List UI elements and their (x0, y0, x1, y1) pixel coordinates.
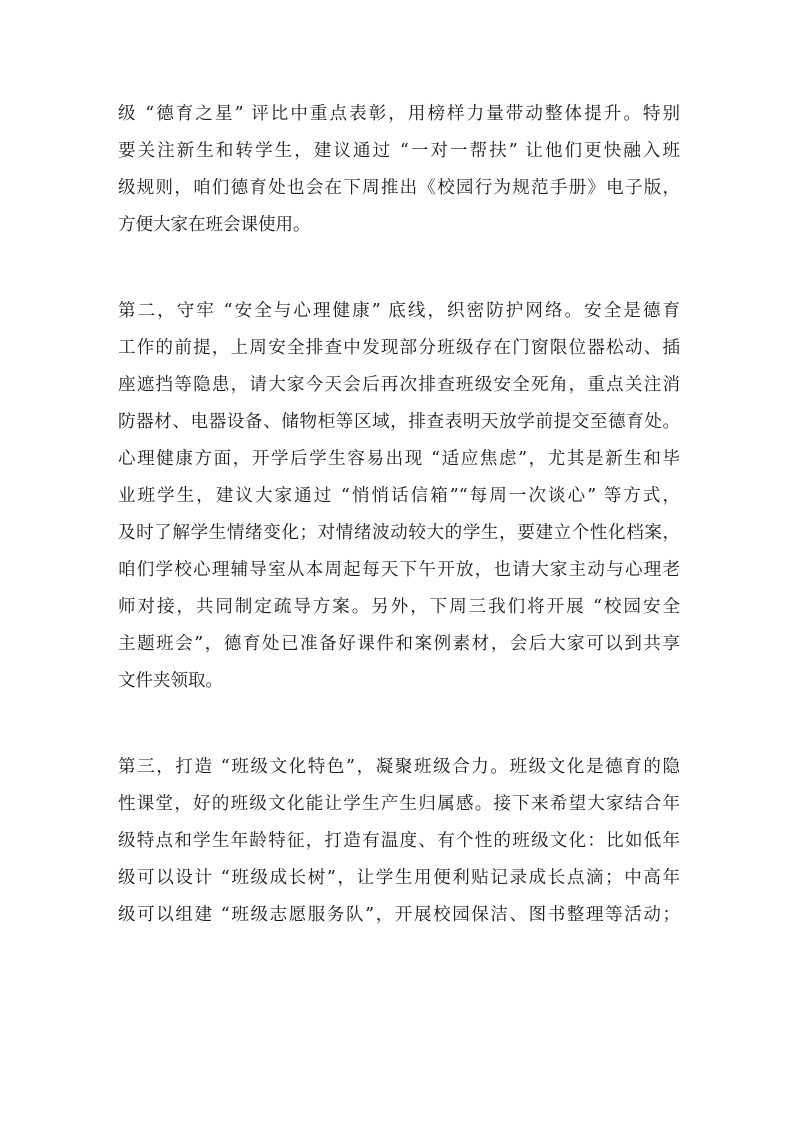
text-line: 业班学生，建议大家通过 “悄悄话信箱”“每周一次谈心” 等方式， (118, 486, 680, 506)
text-line: 级可以设计 “班级成长树”，让学生用便利贴记录成长点滴；中高年 (118, 868, 680, 888)
paragraph-1 (118, 96, 680, 244)
text-line: 及时了解学生情绪变化；对情绪波动较大的学生，要建立个性化档案， (118, 523, 680, 543)
text-line: 第三，打造 “班级文化特色”，凝聚班级合力。班级文化是德育的隐 (118, 757, 680, 777)
document-body (118, 96, 680, 934)
text-line: 咱们学校心理辅导室从本周起每天下午开放，也请大家主动与心理老 (118, 560, 680, 580)
text-line: 心理健康方面，开学后学生容易出现 “适应焦虑”，尤其是新生和毕 (118, 449, 680, 469)
paragraph-3 (118, 749, 680, 934)
text-line: 级 “德育之星” 评比中重点表彰，用榜样力量带动整体提升。特别 (118, 104, 680, 124)
text-line: 要关注新生和转学生，建议通过 “一对一帮扶” 让他们更快融入班 (118, 141, 680, 161)
paragraph-gap (118, 700, 680, 749)
text-line: 性课堂，好的班级文化能让学生产生归属感。接下来希望大家结合年 (118, 794, 680, 814)
text-line: 座遮挡等隐患，请大家今天会后再次排查班级安全死角，重点关注消 (118, 375, 680, 395)
text-line: 级特点和学生年龄特征，打造有温度、有个性的班级文化：比如低年 (118, 831, 680, 851)
text-line: 方便大家在班会课使用。 (118, 215, 311, 235)
text-line: 防器材、电器设备、储物柜等区域，排查表明天放学前提交至德育处。 (118, 412, 680, 432)
text-line: 主题班会”，德育处已准备好课件和案例素材，会后大家可以到共享 (118, 634, 680, 654)
text-line: 级可以组建 “班级志愿服务队”，开展校园保洁、图书整理等活动； (118, 905, 680, 925)
text-line: 文件夹领取。 (118, 671, 223, 691)
text-line: 级规则，咱们德育处也会在下周推出《校园行为规范手册》电子版， (118, 178, 680, 198)
text-line: 第二，守牢 “安全与心理健康” 底线，织密防护网络。安全是德育 (118, 301, 680, 321)
paragraph-2 (118, 293, 680, 700)
paragraph-gap (118, 244, 680, 293)
text-line: 工作的前提，上周安全排查中发现部分班级存在门窗限位器松动、插 (118, 338, 680, 358)
text-line: 师对接，共同制定疏导方案。另外，下周三我们将开展 “校园安全 (118, 597, 680, 617)
